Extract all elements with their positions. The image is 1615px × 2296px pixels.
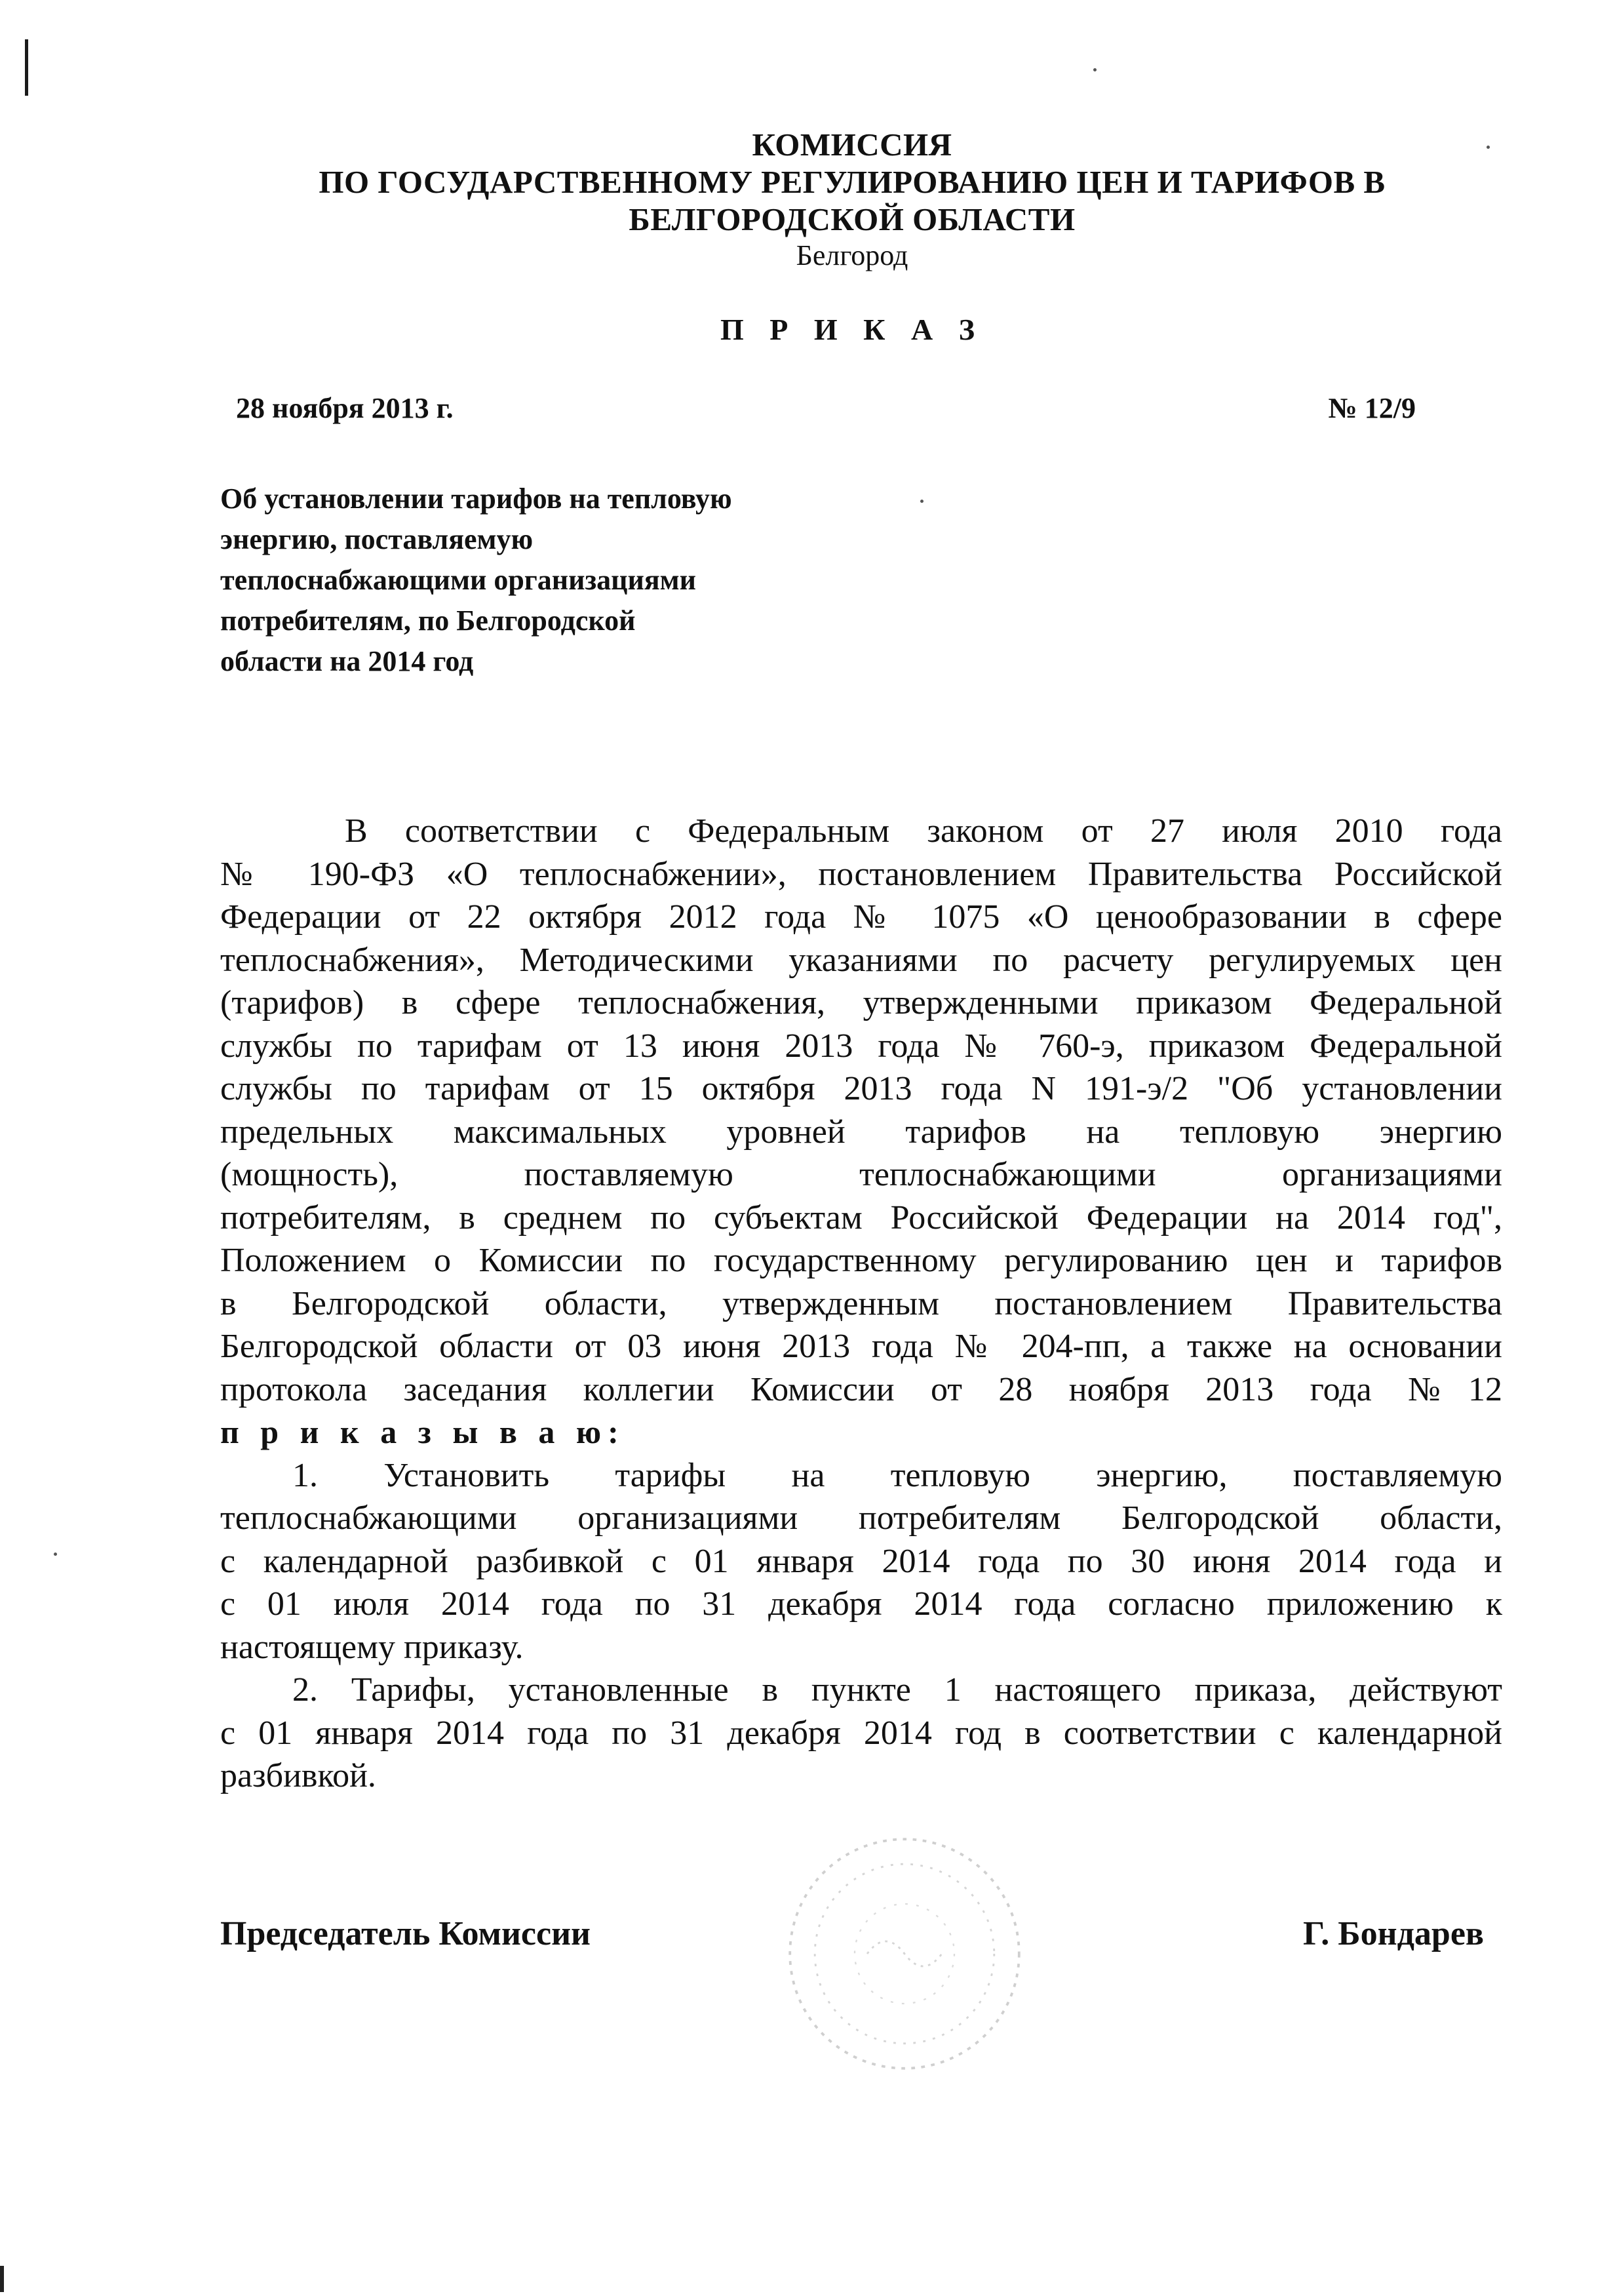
body-line: 1. Установить тарифы на тепловую энергию, поставляемую	[292, 1456, 1502, 1494]
document-header	[216, 126, 1488, 273]
subject-line: теплоснабжающими организациями	[220, 564, 696, 596]
body-line: теплоснабжения», Методическими указаниями по расчету регулируемых цен	[220, 941, 1502, 979]
scan-speck	[920, 500, 924, 503]
preamble-paragraph	[220, 810, 1502, 1454]
body-line: (тарифов) в сфере теплоснабжения, утвержденными приказом Федеральной	[220, 984, 1502, 1021]
body-line: протокола заседания коллегии Комиссии от 28 ноября 2013 года №12	[220, 1370, 1502, 1408]
order-item-1	[220, 1454, 1502, 1669]
scan-artifact-mark	[0, 2266, 4, 2292]
org-name-line-3: БЕЛГОРОДСКОЙ ОБЛАСТИ	[629, 201, 1076, 237]
city-name: Белгород	[796, 239, 908, 271]
body-line: № 190-ФЗ «О теплоснабжении», постановлением Правительства Российской	[220, 855, 1502, 893]
org-name-line-1: КОМИССИЯ	[752, 127, 952, 163]
document-subject	[220, 479, 889, 682]
body-line: 2. Тарифы, установленные в пункте 1 настоящего приказа, действуют	[292, 1671, 1502, 1709]
body-line: с 01 января 2014 года по 31 декабря 2014 год в соответствии с календарной	[220, 1714, 1502, 1752]
body-line: в Белгородской области, утвержденным постановлением Правительства	[220, 1284, 1502, 1322]
scan-artifact-mark	[25, 39, 28, 96]
subject-line: Об установлении тарифов на тепловую	[220, 483, 732, 515]
subject-line: потребителям, по Белгородской	[220, 604, 636, 637]
document-number: № 12/9	[1328, 392, 1416, 424]
order-item-2	[220, 1669, 1502, 1798]
body-line: Белгородской области от 03 июня 2013 года № 204-пп, а также на основании	[220, 1328, 1502, 1365]
body-line: потребителям, в среднем по субъектам Российской Федерации на 2014 год",	[220, 1198, 1502, 1237]
body-line: разбивкой.	[220, 1757, 376, 1794]
org-name-line-2: ПО ГОСУДАРСТВЕННОМУ РЕГУЛИРОВАНИЮ ЦЕН И ТАРИФОВ В	[319, 164, 1386, 200]
scan-speck	[54, 1553, 57, 1556]
official-stamp-image	[780, 1829, 1029, 2078]
body-line: теплоснабжающими организациями потребителям Белгородской области,	[220, 1499, 1502, 1537]
body-line: с 01 июля 2014 года по 31 декабря 2014 года согласно приложению к	[220, 1585, 1502, 1623]
document-body	[220, 810, 1502, 1798]
body-line: службы по тарифам от 13 июня 2013 года № 760-э, приказом Федеральной	[220, 1027, 1502, 1065]
document-date: 28 ноября 2013 г.	[236, 392, 454, 424]
order-keyword: п р и к а з ы в а ю:	[220, 1414, 625, 1450]
signatory-title: Председатель Комиссии	[220, 1915, 591, 1952]
body-line: предельных максимальных уровней тарифов на тепловую энергию	[220, 1113, 1502, 1151]
body-line: Федерации от 22 октября 2012 года № 1075 «О ценообразовании в сфере	[220, 898, 1502, 936]
body-line: службы по тарифам от 15 октября 2013 года N 191-э/2 "Об установлении	[220, 1070, 1502, 1107]
body-line: (мощность), поставляемую теплоснабжающими организациями	[220, 1156, 1502, 1193]
body-line: В соответствии с Федеральным законом от 27 июля 2010 года	[345, 812, 1502, 850]
signatory-name: Г. Бондарев	[1303, 1915, 1484, 1952]
body-line: настоящему приказу.	[220, 1628, 524, 1666]
body-line: с календарной разбивкой с 01 января 2014 года по 30 июня 2014 года и	[220, 1542, 1502, 1580]
scan-speck	[1093, 68, 1097, 71]
subject-line: энергию, поставляемую	[220, 523, 534, 555]
body-line: Положением о Комиссии по государственному регулированию цен и тарифов	[220, 1242, 1502, 1279]
subject-line: области на 2014 год	[220, 645, 474, 677]
document-type-title: П Р И К А З	[720, 313, 984, 346]
